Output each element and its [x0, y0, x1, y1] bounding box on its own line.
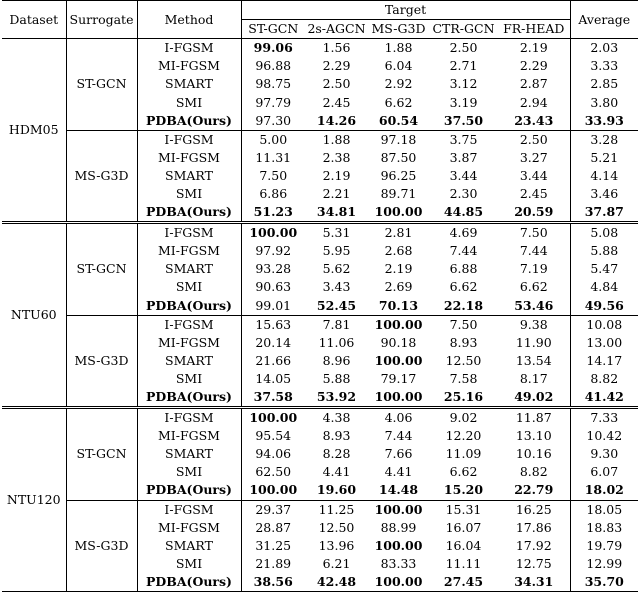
value-cell: 8.17	[498, 370, 570, 388]
value-cell: 19.60	[316, 482, 357, 498]
results-table-container	[2, 0, 638, 592]
value-cell: 9.02	[429, 408, 498, 428]
value-cell: 100.00	[368, 573, 429, 592]
dataset-name: NTU120	[2, 408, 66, 592]
value-cell: 97.79	[255, 94, 292, 110]
average-cell: 10.08	[570, 315, 638, 334]
value-cell: 2.30	[449, 185, 478, 201]
method-cell: SMART	[137, 260, 241, 278]
method-cell: MI-FGSM	[137, 57, 241, 75]
average-cell: 5.47	[590, 261, 619, 277]
value-cell: 42.48	[305, 573, 368, 592]
value-cell: 3.44	[449, 167, 478, 183]
value-cell: 37.50	[443, 112, 484, 128]
average-cell: 5.88	[590, 243, 619, 259]
average-cell: 35.70	[570, 573, 638, 592]
value-cell: 15.20	[443, 482, 484, 498]
value-cell: 2.19	[322, 167, 351, 183]
average-cell: 12.99	[586, 555, 623, 571]
method-cell: SMI	[137, 555, 241, 573]
value-cell: 99.06	[253, 40, 293, 56]
value-cell: 13.96	[318, 537, 355, 553]
value-cell: 2.50	[498, 130, 570, 149]
average-cell: 4.84	[590, 279, 619, 295]
value-cell: 3.75	[429, 130, 498, 149]
method-cell: I-FGSM	[137, 315, 241, 334]
value-cell: 14.05	[255, 370, 292, 386]
value-cell: 6.21	[322, 555, 351, 571]
target-col-header: CTR-GCN	[429, 20, 498, 39]
results-body	[2, 39, 638, 592]
value-cell: 1.88	[305, 130, 368, 149]
header-row-top	[2, 1, 638, 20]
value-cell: 4.06	[368, 408, 429, 428]
method-cell: MI-FGSM	[137, 242, 241, 260]
average-cell: 7.33	[570, 408, 638, 428]
method-cell: MI-FGSM	[137, 427, 241, 445]
value-cell: 34.81	[316, 204, 357, 220]
value-cell: 29.37	[241, 500, 305, 519]
value-cell: 15.31	[429, 500, 498, 519]
value-cell: 2.29	[322, 58, 351, 74]
average-cell: 19.79	[586, 537, 623, 553]
value-cell: 44.85	[443, 204, 484, 220]
method-cell: I-FGSM	[137, 500, 241, 519]
value-cell: 11.25	[305, 500, 368, 519]
value-cell: 2.19	[498, 39, 570, 58]
method-cell: PDBA(Ours)	[137, 297, 241, 316]
average-header: Average	[570, 1, 638, 39]
average-cell: 3.46	[590, 185, 619, 201]
value-cell: 97.92	[255, 243, 292, 259]
method-cell: I-FGSM	[137, 39, 241, 58]
value-cell: 51.23	[253, 204, 293, 220]
method-cell: I-FGSM	[137, 223, 241, 243]
value-cell: 100.00	[374, 389, 423, 405]
dataset-header: Dataset	[2, 1, 66, 39]
value-cell: 4.38	[305, 408, 368, 428]
value-cell: 12.50	[318, 519, 355, 535]
value-cell: 7.66	[384, 446, 413, 462]
method-cell: SMART	[137, 445, 241, 463]
value-cell: 11.09	[445, 446, 482, 462]
value-cell: 34.31	[498, 573, 570, 592]
value-cell: 5.62	[322, 261, 351, 277]
value-cell: 7.44	[449, 243, 478, 259]
method-cell: SMART	[137, 352, 241, 370]
value-cell: 94.06	[255, 446, 292, 462]
value-cell: 6.04	[384, 58, 413, 74]
value-cell: 25.16	[443, 389, 484, 405]
value-cell: 11.11	[445, 555, 482, 571]
value-cell: 17.92	[498, 537, 570, 555]
value-cell: 23.43	[498, 112, 570, 131]
value-cell: 27.45	[429, 573, 498, 592]
value-cell: 9.38	[498, 315, 570, 334]
value-cell: 87.50	[380, 149, 417, 165]
target-col-header: 2s-AGCN	[305, 20, 368, 39]
value-cell: 4.69	[429, 223, 498, 243]
value-cell: 7.50	[498, 223, 570, 243]
value-cell: 95.54	[255, 428, 292, 444]
results-table	[2, 0, 638, 592]
value-cell: 100.00	[241, 408, 305, 428]
value-cell: 83.33	[380, 555, 417, 571]
value-cell: 5.31	[305, 223, 368, 243]
value-cell: 20.14	[255, 334, 292, 350]
value-cell: 8.93	[322, 428, 351, 444]
surrogate-name: ST-GCN	[66, 223, 137, 315]
value-cell: 16.25	[498, 500, 570, 519]
average-cell: 37.87	[584, 204, 624, 220]
value-cell: 10.16	[498, 445, 570, 463]
target-header: Target	[241, 1, 570, 20]
value-cell: 14.48	[378, 482, 419, 498]
table-row	[2, 408, 638, 428]
value-cell: 4.41	[322, 464, 351, 480]
value-cell: 6.86	[259, 185, 288, 201]
average-cell: 2.85	[590, 76, 619, 92]
method-cell: PDBA(Ours)	[137, 388, 241, 408]
value-cell: 12.50	[445, 352, 482, 368]
value-cell: 11.31	[255, 149, 292, 165]
value-cell: 62.50	[255, 464, 292, 480]
value-cell: 97.30	[255, 112, 292, 128]
value-cell: 96.88	[255, 58, 292, 74]
value-cell: 7.44	[498, 242, 570, 260]
value-cell: 15.63	[241, 315, 305, 334]
value-cell: 100.00	[374, 537, 423, 553]
value-cell: 16.04	[445, 537, 482, 553]
value-cell: 2.45	[322, 94, 351, 110]
value-cell: 3.43	[322, 279, 351, 295]
average-cell: 14.17	[586, 352, 623, 368]
value-cell: 6.62	[449, 279, 478, 295]
table-row	[2, 130, 638, 149]
value-cell: 13.10	[498, 427, 570, 445]
value-cell: 7.58	[449, 370, 478, 386]
value-cell: 2.92	[384, 76, 413, 92]
value-cell: 11.90	[498, 334, 570, 352]
target-col-header: ST-GCN	[241, 20, 305, 39]
value-cell: 28.87	[255, 519, 292, 535]
average-cell: 3.80	[590, 94, 619, 110]
surrogate-name: MS-G3D	[66, 130, 137, 222]
value-cell: 3.87	[449, 149, 478, 165]
average-cell: 13.00	[586, 334, 623, 350]
table-row	[2, 315, 638, 334]
method-cell: SMART	[137, 537, 241, 555]
surrogate-name: ST-GCN	[66, 408, 137, 500]
target-col-header: MS-G3D	[368, 20, 429, 39]
value-cell: 31.25	[255, 537, 292, 553]
method-cell: PDBA(Ours)	[137, 573, 241, 592]
value-cell: 2.69	[384, 279, 413, 295]
average-cell: 18.83	[586, 519, 623, 535]
target-col-header: FR-HEAD	[498, 20, 570, 39]
value-cell: 7.81	[305, 315, 368, 334]
average-cell: 41.42	[584, 389, 624, 405]
value-cell: 2.50	[322, 76, 351, 92]
value-cell: 8.82	[498, 463, 570, 481]
value-cell: 93.28	[255, 261, 292, 277]
value-cell: 79.17	[380, 370, 417, 386]
value-cell: 3.44	[498, 167, 570, 185]
value-cell: 11.06	[318, 334, 355, 350]
value-cell: 7.19	[498, 260, 570, 278]
value-cell: 22.18	[443, 297, 484, 313]
value-cell: 5.95	[322, 243, 351, 259]
average-cell: 9.30	[590, 446, 619, 462]
average-cell: 18.02	[584, 482, 624, 498]
method-cell: PDBA(Ours)	[137, 481, 241, 500]
value-cell: 6.62	[384, 94, 413, 110]
value-cell: 89.71	[380, 185, 417, 201]
table-row	[2, 500, 638, 519]
value-cell: 100.00	[368, 315, 429, 334]
value-cell: 12.20	[445, 428, 482, 444]
value-cell: 8.28	[322, 446, 351, 462]
value-cell: 2.29	[498, 57, 570, 75]
method-cell: SMI	[137, 278, 241, 296]
value-cell: 90.63	[255, 279, 292, 295]
method-cell: SMART	[137, 75, 241, 93]
value-cell: 53.46	[498, 297, 570, 316]
method-cell: SMI	[137, 185, 241, 203]
value-cell: 2.81	[368, 223, 429, 243]
value-cell: 100.00	[374, 204, 423, 220]
method-cell: I-FGSM	[137, 130, 241, 149]
value-cell: 11.87	[498, 408, 570, 428]
value-cell: 7.50	[259, 167, 288, 183]
average-cell: 6.07	[590, 464, 619, 480]
value-cell: 60.54	[378, 112, 419, 128]
value-cell: 20.59	[498, 203, 570, 223]
value-cell: 97.18	[368, 130, 429, 149]
method-cell: SMART	[137, 167, 241, 185]
method-cell: PDBA(Ours)	[137, 112, 241, 131]
value-cell: 14.26	[316, 112, 357, 128]
method-cell: SMI	[137, 93, 241, 111]
method-cell: MI-FGSM	[137, 519, 241, 537]
average-cell: 5.08	[570, 223, 638, 243]
value-cell: 16.07	[445, 519, 482, 535]
value-cell: 7.50	[429, 315, 498, 334]
value-cell: 2.21	[322, 185, 351, 201]
value-cell: 21.89	[255, 555, 292, 571]
value-cell: 3.19	[449, 94, 478, 110]
value-cell: 17.86	[498, 519, 570, 537]
value-cell: 100.00	[368, 500, 429, 519]
average-cell: 3.28	[570, 130, 638, 149]
value-cell: 2.50	[449, 40, 478, 56]
method-cell: SMI	[137, 463, 241, 481]
value-cell: 5.88	[322, 370, 351, 386]
value-cell: 21.66	[255, 352, 292, 368]
value-cell: 2.71	[449, 58, 478, 74]
value-cell: 2.45	[498, 185, 570, 203]
value-cell: 100.00	[241, 223, 305, 243]
method-header: Method	[137, 1, 241, 39]
value-cell: 8.96	[322, 352, 351, 368]
method-cell: SMI	[137, 370, 241, 388]
value-cell: 53.92	[316, 389, 357, 405]
value-cell: 2.68	[384, 243, 413, 259]
value-cell: 8.93	[449, 334, 478, 350]
average-cell: 18.05	[570, 500, 638, 519]
value-cell: 52.45	[316, 297, 357, 313]
value-cell: 7.44	[384, 428, 413, 444]
value-cell: 3.12	[449, 76, 478, 92]
value-cell: 12.75	[498, 555, 570, 573]
value-cell: 100.00	[249, 482, 298, 498]
surrogate-header: Surrogate	[66, 1, 137, 39]
value-cell: 2.94	[498, 93, 570, 111]
table-row	[2, 223, 638, 243]
average-cell: 3.33	[590, 58, 619, 74]
value-cell: 13.54	[498, 352, 570, 370]
method-cell: MI-FGSM	[137, 149, 241, 167]
method-cell: MI-FGSM	[137, 334, 241, 352]
value-cell: 6.62	[449, 464, 478, 480]
average-cell: 8.82	[590, 370, 619, 386]
value-cell: 22.79	[498, 481, 570, 500]
value-cell: 88.99	[380, 519, 417, 535]
value-cell: 3.27	[498, 149, 570, 167]
value-cell: 37.58	[253, 389, 293, 405]
surrogate-name: ST-GCN	[66, 39, 137, 130]
value-cell: 38.56	[241, 573, 305, 592]
average-cell: 33.93	[584, 112, 624, 128]
surrogate-name: MS-G3D	[66, 500, 137, 591]
value-cell: 6.62	[498, 278, 570, 296]
average-cell: 4.14	[590, 167, 619, 183]
value-cell: 2.38	[322, 149, 351, 165]
value-cell: 2.19	[384, 261, 413, 277]
average-cell: 10.42	[586, 428, 623, 444]
dataset-name: NTU60	[2, 223, 66, 408]
value-cell: 99.01	[255, 297, 292, 313]
average-cell: 49.56	[584, 297, 624, 313]
value-cell: 5.00	[241, 130, 305, 149]
average-cell: 2.03	[590, 40, 619, 56]
value-cell: 1.88	[384, 40, 413, 56]
value-cell: 90.18	[380, 334, 417, 350]
value-cell: 1.56	[322, 40, 351, 56]
value-cell: 49.02	[498, 388, 570, 408]
method-cell: I-FGSM	[137, 408, 241, 428]
value-cell: 6.88	[449, 261, 478, 277]
value-cell: 96.25	[380, 167, 417, 183]
table-row	[2, 39, 638, 58]
surrogate-name: MS-G3D	[66, 315, 137, 407]
method-cell: PDBA(Ours)	[137, 203, 241, 223]
average-cell: 5.21	[590, 149, 619, 165]
value-cell: 4.41	[384, 464, 413, 480]
value-cell: 70.13	[378, 297, 419, 313]
value-cell: 2.87	[498, 75, 570, 93]
value-cell: 98.75	[255, 76, 292, 92]
value-cell: 100.00	[374, 352, 423, 368]
dataset-name: HDM05	[2, 39, 66, 223]
